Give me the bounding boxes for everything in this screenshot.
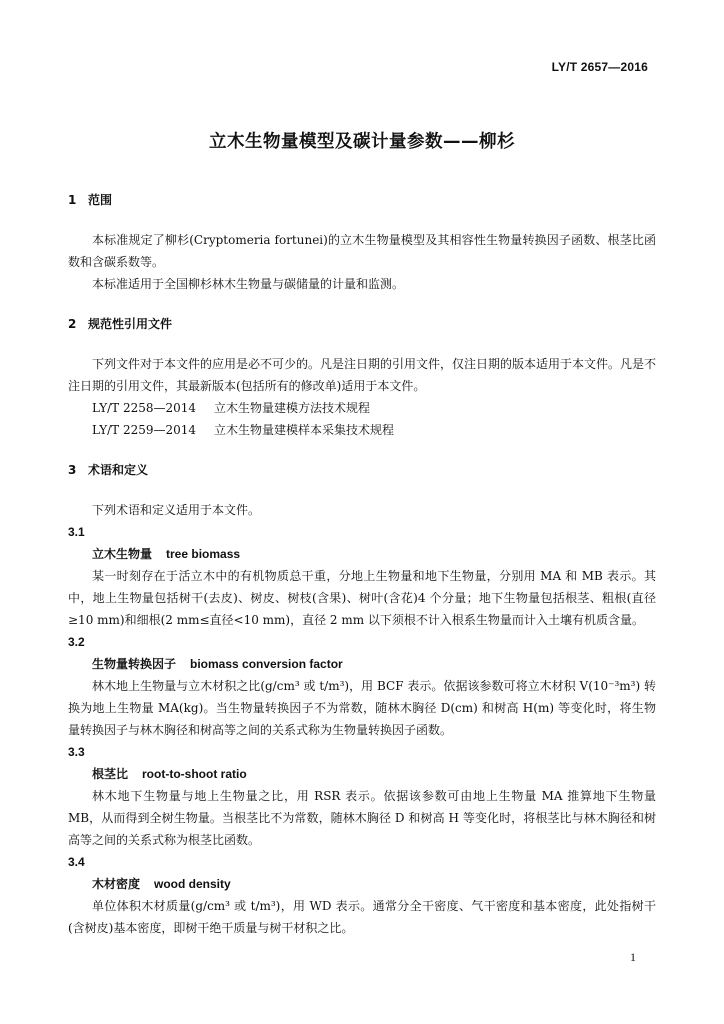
term-definition: 某一时刻存在于活立木中的有机物质总干重，分地上生物量和地下生物量，分别用 MA 和 MB 表示。其中，地上生物量包括树干(去皮)、树皮、树枝(含果)、树叶(含花)4 个分量；地下生物量包括根茎、粗根(直径≥10 mm)和细根(2 mm≤直径<10 mm)，直径 2 mm 以下须根不计入根系生物量而计入土壤有机质含量。 <box>68 569 656 627</box>
term-definition: 林木地上生物量与立木材积之比(g/cm³ 或 t/m³)，用 BCF 表示。依据该参数可将立木材积 V(10⁻³m³) 转换为地上生物量 MA(kg)。当生物量转换因子不为常数，随林木胸径 D(cm) 和树高 H(m) 等变化时，将生物量转换因子与林木胸径和树高等之间的关系式称为生物量转换因子函数。 <box>68 679 656 737</box>
term-chinese: 立木生物量 <box>92 547 153 561</box>
term-english: wood density <box>154 877 231 891</box>
term-number: 3.3 <box>68 745 85 759</box>
term-definition: 单位体积木材质量(g/cm³ 或 t/m³)，用 WD 表示。通常分全干密度、气干密度和基本密度，此处指树干(含树皮)基本密度，即树干绝干质量与树干材积之比。 <box>68 899 656 935</box>
term-entry <box>68 543 656 565</box>
term-number: 3.1 <box>68 525 85 539</box>
term-chinese: 木材密度 <box>92 877 141 891</box>
term-english: root-to-shoot ratio <box>142 767 247 781</box>
term-definition: 林木地下生物量与地上生物量之比，用 RSR 表示。依据该参数可由地上生物量 MA 推算地下生物量 MB，从而得到全树生物量。当根茎比不为常数，随林木胸径 D 和树高 H 等变化时，将根茎比与林木胸径和树高等之间的关系式称为根茎比函数。 <box>68 789 656 847</box>
term-number: 3.4 <box>68 855 85 869</box>
section-number: 2 <box>68 317 77 331</box>
section-heading-normative-references <box>68 313 656 335</box>
document-body <box>68 189 656 939</box>
section-title: 术语和定义 <box>88 463 149 477</box>
reference-code: LY/T 2259—2014 <box>92 423 197 437</box>
term-entry <box>68 653 656 675</box>
section-heading-terms-definitions <box>68 459 656 481</box>
term-number: 3.2 <box>68 635 85 649</box>
paragraph: 下列术语和定义适用于本文件。 <box>92 503 261 517</box>
term-english: tree biomass <box>166 547 241 561</box>
document-title: 立木生物量模型及碳计量参数——柳杉 <box>209 132 515 152</box>
section-number: 3 <box>68 463 77 477</box>
term-chinese: 根茎比 <box>92 767 129 781</box>
section-number: 1 <box>68 193 77 207</box>
reference-title: 立木生物量建模样本采集技术规程 <box>214 423 395 437</box>
paragraph: 下列文件对于本文件的应用是必不可少的。凡是注日期的引用文件，仅注日期的版本适用于本文件。凡是不注日期的引用文件，其最新版本(包括所有的修改单)适用于本文件。 <box>68 357 657 393</box>
reference-item <box>68 397 656 419</box>
term-english: biomass conversion factor <box>190 657 343 671</box>
section-heading-scope <box>68 189 656 211</box>
standard-code: LY/T 2657—2016 <box>551 60 648 74</box>
reference-code: LY/T 2258—2014 <box>92 401 197 415</box>
paragraph: 本标准规定了柳杉(Cryptomeria fortunei)的立木生物量模型及其相容性生物量转换因子函数、根茎比函数和含碳系数等。 <box>68 233 656 269</box>
paragraph: 本标准适用于全国柳杉林木生物量与碳储量的计量和监测。 <box>92 277 405 291</box>
term-chinese: 生物量转换因子 <box>92 657 177 671</box>
page-number: 1 <box>630 950 636 964</box>
reference-title: 立木生物量建模方法技术规程 <box>214 401 371 415</box>
reference-item <box>68 419 656 441</box>
section-title: 规范性引用文件 <box>88 317 173 331</box>
term-entry <box>68 873 656 895</box>
section-title: 范围 <box>88 193 113 207</box>
term-entry <box>68 763 656 785</box>
